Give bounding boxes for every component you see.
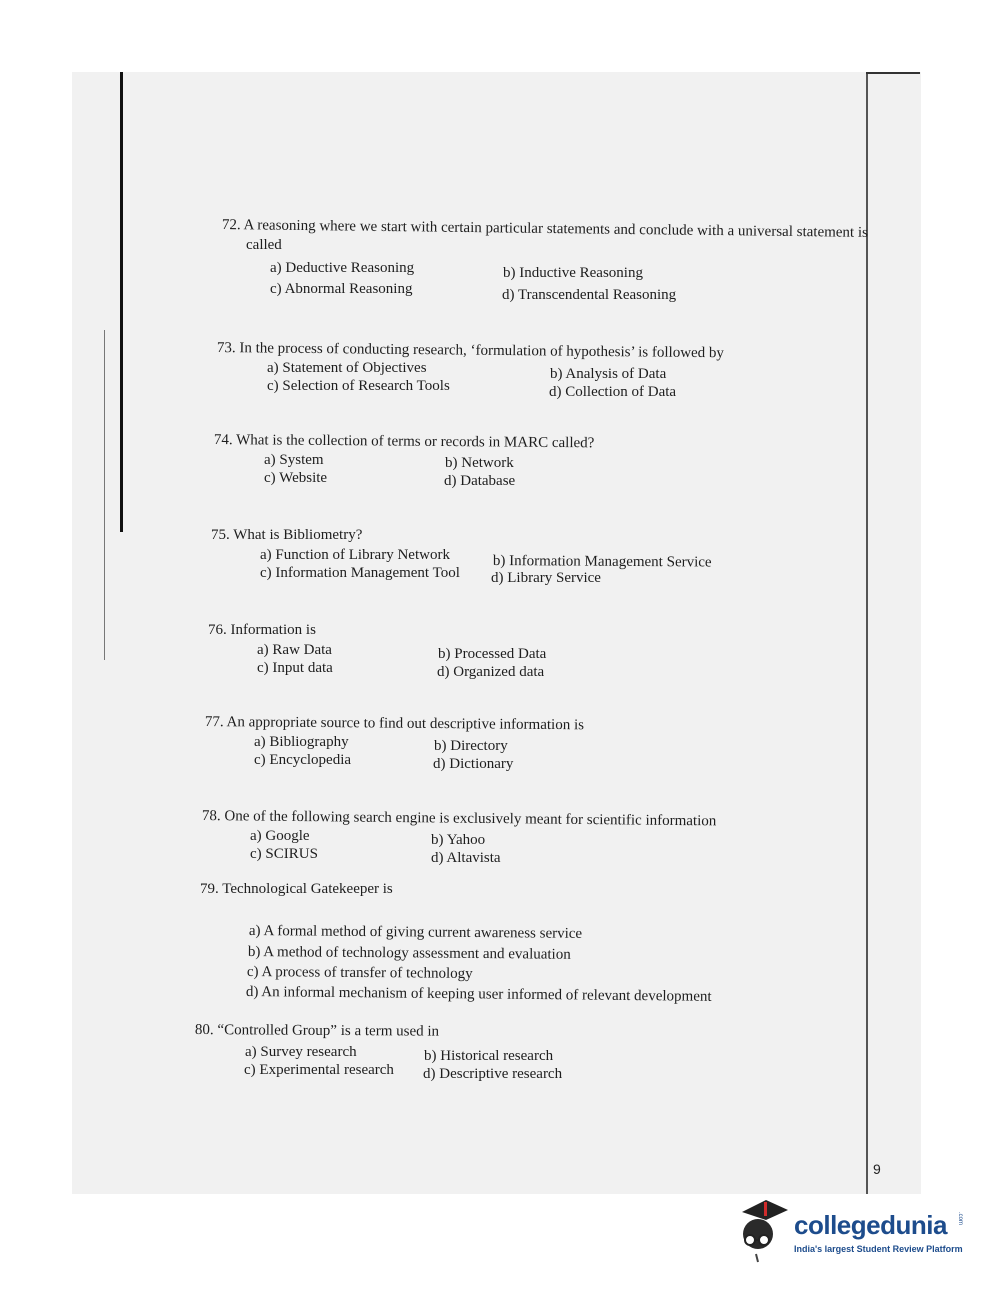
question-75-option-a: a) Function of Library Network (260, 547, 450, 563)
question-74-stem: 74. What is the collection of terms or records in MARC called? (213, 431, 595, 452)
logo-wordmark: collegedunia (794, 1210, 947, 1240)
question-73-option-d: d) Collection of Data (549, 384, 677, 400)
question-76-option-c: c) Input data (257, 660, 333, 676)
question-78-stem: 78. One of the following search engine is exclusively meant for scientific information (201, 807, 717, 830)
logo-suffix: .com (957, 1212, 963, 1226)
logo-tagline: India's largest Student Review Platform (794, 1244, 963, 1254)
question-73-option-a: a) Statement of Objectives (267, 360, 427, 376)
question-77-stem: 77. An appropriate source to find out descriptive information is (204, 713, 585, 734)
graduate-mascot-icon (736, 1198, 792, 1264)
collegedunia-logo[interactable] (736, 1198, 966, 1268)
question-75-option-d: d) Library Service (491, 570, 601, 586)
question-80-stem: 80. “Controlled Group” is a term used in (194, 1022, 440, 1040)
question-72-stem: 72. A reasoning where we start with certain particular statements and conclude with a universal statement is (221, 216, 869, 241)
question-73-option-b: b) Analysis of Data (550, 366, 667, 382)
question-79-stem: 79. Technological Gatekeeper is (200, 881, 393, 897)
question-72-option-a: a) Deductive Reasoning (270, 260, 415, 276)
question-78-option-b: b) Yahoo (431, 832, 486, 848)
page-number: 9 (873, 1161, 881, 1177)
question-78-option-a: a) Google (250, 828, 310, 844)
question-77-option-b: b) Directory (434, 738, 508, 754)
question-76-option-d: d) Organized data (437, 664, 545, 680)
question-76-option-b: b) Processed Data (438, 646, 547, 662)
top-corner-rule (866, 72, 920, 74)
question-73-stem: 73. In the process of conducting research, ‘formulation of hypothesis’ is followed by (216, 339, 725, 362)
question-74-option-a: a) System (264, 452, 324, 468)
question-79-option-a: a) A formal method of giving current awareness service (248, 922, 583, 942)
question-79-option-d: d) An informal mechanism of keeping user informed of relevant development (245, 983, 712, 1005)
question-75-stem: 75. What is Bibliometry? (211, 527, 363, 543)
question-79-option-b: b) A method of technology assessment and evaluation (247, 943, 571, 963)
question-76-option-a: a) Raw Data (257, 642, 332, 658)
question-79-option-c: c) A process of transfer of technology (246, 963, 473, 982)
question-77-option-a: a) Bibliography (254, 734, 349, 750)
question-80-option-c: c) Experimental research (244, 1062, 394, 1078)
question-76-stem: 76. Information is (208, 622, 316, 638)
question-72-option-c: c) Abnormal Reasoning (270, 281, 413, 297)
question-72-option-b: b) Inductive Reasoning (503, 265, 643, 281)
question-74-option-d: d) Database (444, 473, 516, 489)
question-80-option-a: a) Survey research (245, 1044, 357, 1060)
binding-edge-line-faint (104, 330, 105, 660)
question-75-option-b: b) Information Management Service (492, 553, 712, 571)
question-77-option-c: c) Encyclopedia (254, 752, 352, 768)
question-73-option-c: c) Selection of Research Tools (267, 378, 450, 394)
question-80-option-d: d) Descriptive research (423, 1066, 563, 1082)
question-75-option-c: c) Information Management Tool (260, 565, 460, 581)
question-78-option-c: c) SCIRUS (250, 846, 318, 862)
question-77-option-d: d) Dictionary (433, 756, 514, 772)
question-72-option-d: d) Transcendental Reasoning (502, 287, 677, 303)
question-78-option-d: d) Altavista (431, 850, 501, 866)
question-74-option-b: b) Network (445, 455, 514, 471)
binding-edge-line (120, 72, 123, 532)
question-74-option-c: c) Website (264, 470, 328, 486)
question-72-stem-cont: called (246, 237, 282, 253)
question-80-option-b: b) Historical research (424, 1048, 554, 1064)
